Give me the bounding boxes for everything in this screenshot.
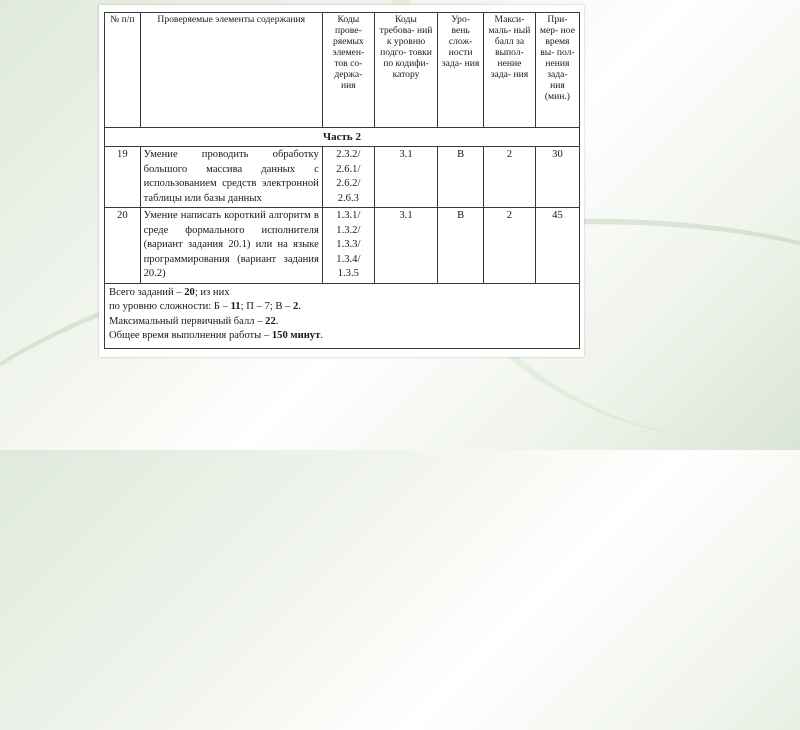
task-element: Умение написать короткий алгоритм в среде формального исполнителя (вариант задания 20.1) или на языке программирования (вариант задания 20.2) [140,208,322,284]
summary-score-line [109,315,575,330]
summary-time-value: 150 минут [271,330,321,342]
header-requirement-codes: Коды требова- ний к уровню подго- товки по кодифи- катору [374,13,437,128]
task-time: 45 [535,208,579,284]
summary-text: Максимальный первичный балл – [109,315,263,327]
summary-row [105,283,580,348]
part-row [105,128,580,147]
summary-cell [105,283,580,348]
summary-total-value: 20 [184,286,195,298]
task-codes: 1.3.1/ 1.3.2/ 1.3.3/ 1.3.4/ 1.3.5 [322,208,374,284]
task-time: 30 [535,147,579,208]
header-number: № п/п [105,13,141,128]
summary-text: Общее время выполнения работы – [109,330,270,342]
summary-text: Всего заданий – [109,286,182,298]
summary-max-score-value: 22 [265,315,276,327]
summary-level-b-value: 11 [230,301,241,313]
summary-text: ; из них [194,286,230,298]
task-max-score: 2 [484,208,536,284]
summary-text: ; П – 7; В – [240,301,291,313]
header-content-elements: Проверяемые элементы содержания [140,13,322,128]
task-level: В [438,147,484,208]
header-element-codes: Коды прове- ряемых элемен- тов со- держа- ния [322,13,374,128]
header-max-score: Макси- маль- ный балл за выпол- нение зада- ния [484,13,536,128]
specification-table [104,12,580,349]
task-number: 19 [105,147,141,208]
summary-text: по уровню сложности: Б – [109,301,228,313]
summary-level-v-value: 2 [293,301,299,313]
header-difficulty-level: Уро- вень слож- ности зада- ния [438,13,484,128]
header-time: При- мер- ное время вы- пол- нения зада- ния (мин.) [535,13,579,128]
task-max-score: 2 [484,147,536,208]
summary-text: . [298,301,301,313]
part-label: Часть 2 [105,128,580,147]
summary-levels-line [109,300,575,315]
task-number: 20 [105,208,141,284]
summary-total-line [109,286,575,301]
task-codes: 2.3.2/ 2.6.1/ 2.6.2/ 2.6.3 [322,147,374,208]
table-row [105,208,580,284]
task-requirement: 3.1 [374,147,437,208]
summary-text: . [320,330,323,342]
summary-time-line [109,329,575,344]
table-header-row [105,13,580,128]
task-element: Умение проводить обработку большого массива данных с использованием средств электронной таблицы или базы данных [140,147,322,208]
table-row [105,147,580,208]
task-level: В [438,208,484,284]
document-sheet [99,5,584,357]
summary-text: . [275,315,279,327]
task-requirement: 3.1 [374,208,437,284]
